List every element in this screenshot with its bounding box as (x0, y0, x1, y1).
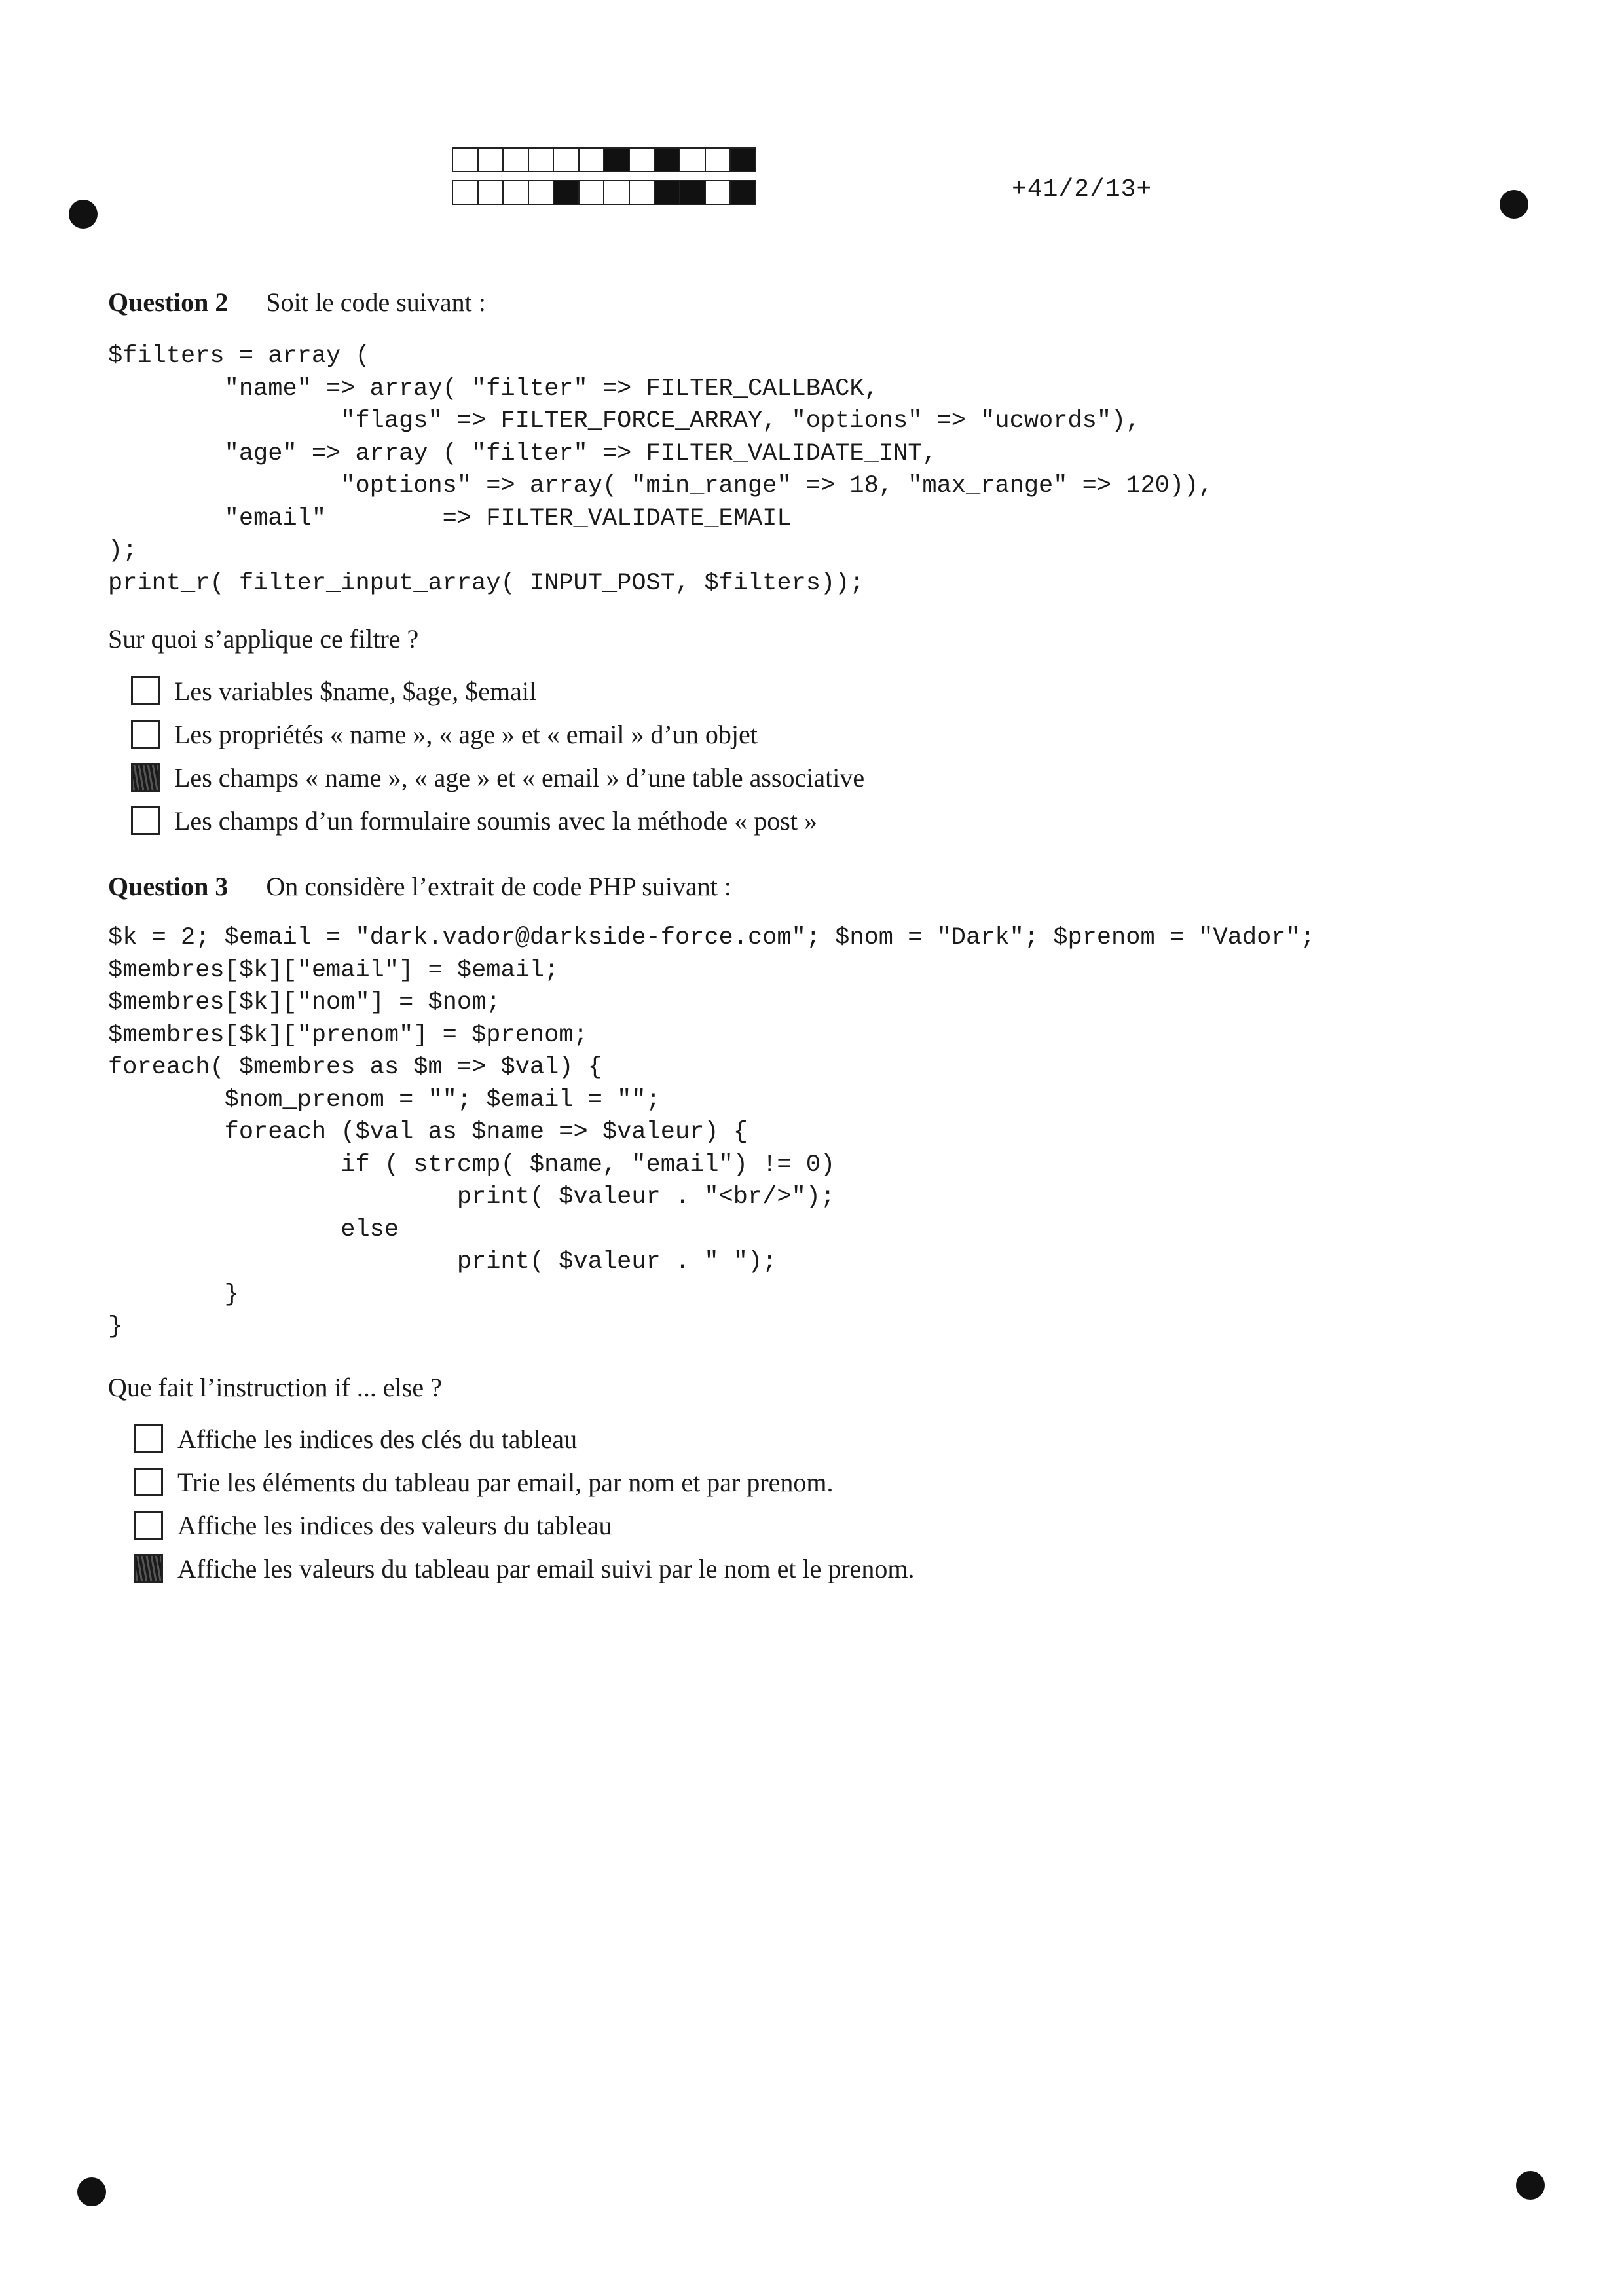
barcode-cell (630, 181, 655, 204)
answer-label: Affiche les indices des valeurs du tableau (177, 1510, 612, 1540)
answer-checkbox[interactable] (134, 1424, 163, 1453)
question-intro: Soit le code suivant : (266, 287, 486, 317)
barcode-cell (504, 149, 529, 171)
barcode-cell (630, 149, 655, 171)
barcode-cell (479, 181, 504, 204)
answer-option (134, 1547, 915, 1590)
barcode-cell (529, 149, 555, 171)
barcode-cell (655, 149, 681, 171)
answer-checkbox[interactable] (131, 676, 160, 705)
barcode-cell (706, 181, 731, 204)
barcode-cell (479, 149, 504, 171)
answer-checkbox[interactable] (131, 763, 160, 792)
answer-checkbox[interactable] (134, 1554, 163, 1583)
question-3-heading (108, 871, 731, 902)
answer-checkbox[interactable] (134, 1468, 163, 1496)
barcode-cell (604, 149, 630, 171)
answer-checkbox[interactable] (131, 806, 160, 835)
barcode-row-1 (452, 147, 756, 172)
barcode-cell (554, 149, 580, 171)
question-intro: On considère l’extrait de code PHP suivant : (266, 872, 731, 901)
answer-option (134, 1417, 915, 1460)
answer-label: Les propriétés « name », « age » et « email » d’un objet (174, 719, 758, 749)
barcode-cell (706, 149, 731, 171)
barcode-cell (529, 181, 555, 204)
answer-label: Les champs d’un formulaire soumis avec la méthode « post » (174, 805, 817, 836)
question-2-heading (108, 287, 486, 318)
corner-mark-bottom-right (1516, 2171, 1545, 2200)
barcode-cell (453, 181, 479, 204)
answer-option (134, 1504, 915, 1547)
answer-option (131, 669, 864, 713)
barcode-cell (604, 181, 630, 204)
question-2-code: $filters = array ( "name" => array( "filter" => FILTER_CALLBACK, "flags" => FILTER_FORCE_ARRAY, "options" => "ucwords"), "age" => array ( "filter" => FILTER_VALIDATE_INT, "options" => array( "min_range" => 18, "max_range" => 120)), "email" => FILTER_VALIDATE_EMAIL ); print_r( filter_input_array( INPUT_POST, $filters)); (108, 343, 1213, 597)
barcode-cell (680, 149, 706, 171)
answer-option (131, 799, 864, 842)
barcode-cell (580, 181, 605, 204)
answer-checkbox[interactable] (131, 720, 160, 749)
answer-label: Trie les éléments du tableau par email, par nom et par prenom. (177, 1467, 834, 1497)
barcode-cell (655, 181, 681, 204)
question-label: Question 2 (108, 287, 229, 317)
page-id: +41/2/13+ (1012, 176, 1153, 204)
answer-label: Affiche les valeurs du tableau par email suivi par le nom et le prenom. (177, 1553, 915, 1583)
barcode-cell (580, 149, 605, 171)
barcode-cell (680, 181, 706, 204)
question-3-options (134, 1417, 915, 1590)
question-3-prompt: Que fait l’instruction if ... else ? (108, 1373, 442, 1402)
answer-option (131, 713, 864, 756)
question-3-code: $k = 2; $email = "dark.vador@darkside-force.com"; $nom = "Dark"; $prenom = "Vador"; $membres[$k]["email"] = $email; $membres[$k]["nom"] = $nom; $membres[$k]["prenom"] = $prenom; foreach( $membres as $m => $val) { $nom_prenom = ""; $email = ""; foreach ($val as $name => $valeur) { if ( strcmp( $name, "email") != 0) print( $valeur . "<br/>"); else print( $valeur . " "); } } (108, 924, 1315, 1341)
answer-option (131, 756, 864, 799)
question-2-prompt: Sur quoi s’applique ce filtre ? (108, 624, 419, 654)
barcode-cell (504, 181, 529, 204)
barcode-cell (731, 181, 755, 204)
barcode-cell (731, 149, 755, 171)
corner-mark-top-right (1500, 190, 1528, 219)
barcode-cell (453, 149, 479, 171)
answer-label: Les champs « name », « age » et « email » d’une table associative (174, 762, 865, 792)
answer-checkbox[interactable] (134, 1511, 163, 1540)
question-label: Question 3 (108, 872, 229, 901)
corner-mark-bottom-left (77, 2177, 106, 2206)
answer-label: Affiche les indices des clés du tableau (177, 1424, 578, 1454)
question-2-options (131, 669, 864, 842)
answer-label: Les variables $name, $age, $email (174, 676, 537, 706)
answer-option (134, 1460, 915, 1504)
barcode-cell (554, 181, 580, 204)
corner-mark-top-left (69, 200, 98, 229)
barcode-row-2 (452, 180, 756, 205)
